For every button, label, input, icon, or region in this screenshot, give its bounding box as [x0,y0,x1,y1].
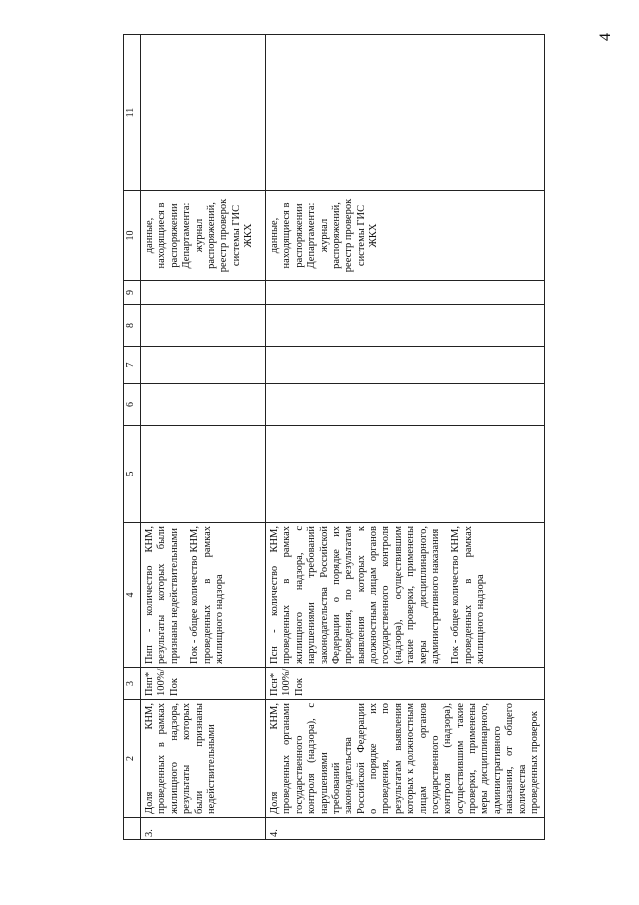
indicator-name: Доля КНМ, проведенных органами государственного контроля (надзора), с нарушениями требований законодательства Российской Федерации о порядке их проведения, по результатам выявления которых к должностным лицам органов государственного контроля (надзора), осуществившим такие проверки, применены меры дисциплинарного, административного наказания, от общего количества проведенных проверок [266,700,545,818]
empty-cell [266,426,545,523]
empty-cell [266,347,545,384]
variable-definition: Псн - количество КНМ, проведенных в рамках жилищного надзора, с нарушениями требований законодательства Российской Федерации о порядке их проведения, по результатам выявления которых к должностным лицам органов государственного контроля (надзора), осуществившим такие проверки, применены меры дисциплинарного, административного наказания [269,526,441,664]
page-number: 4 [597,33,614,41]
header-col-2: 2 [124,700,141,818]
variable-definition: Пнп - количество КНМ, результаты которых были признаны недействительными [144,526,180,664]
empty-cell [141,281,266,305]
indicator-name: Доля КНМ, проведенных в рамках жилищного надзора, результаты которых были признаны недействительными [141,700,266,818]
table-row [141,35,266,840]
header-col-11: 11 [124,35,141,191]
header-col-10: 10 [124,191,141,281]
header-col-1 [124,818,141,840]
empty-cell [266,281,545,305]
header-col-7: 7 [124,347,141,384]
variable-definition: Пок - общее количество КНМ, проведенных в рамках жилищного надзора [450,526,486,664]
header-row [124,35,141,840]
indicators-table [123,34,545,840]
variables-cell [266,523,545,668]
empty-cell [141,426,266,523]
header-col-5: 5 [124,426,141,523]
header-col-4: 4 [124,523,141,668]
table-row [266,35,545,840]
header-col-3: 3 [124,668,141,700]
empty-cell [141,35,266,191]
empty-cell [141,347,266,384]
data-source: данные, находящиеся в распоряжении Департамента: журнал распоряжений, реестр проверок системы ГИС ЖКХ [141,191,266,281]
row-number: 3. [141,818,266,840]
rotated-table-wrapper [123,35,605,840]
variables-cell [141,523,266,668]
variable-definition: Пок - общее количество КНМ, проведенных в рамках жилищного надзора [189,526,225,664]
header-col-9: 9 [124,281,141,305]
empty-cell [141,305,266,347]
empty-cell [266,384,545,426]
row-number: 4. [266,818,545,840]
header-col-8: 8 [124,305,141,347]
empty-cell [141,384,266,426]
empty-cell [266,35,545,191]
formula: Пнп* 100%/ Пок [141,668,266,700]
header-col-6: 6 [124,384,141,426]
formula: Псн* 100%/ Пок [266,668,545,700]
data-source: данные, находящиеся в распоряжении Департамента: журнал распоряжений, реестр проверок системы ГИС ЖКХ [266,191,545,281]
empty-cell [266,305,545,347]
